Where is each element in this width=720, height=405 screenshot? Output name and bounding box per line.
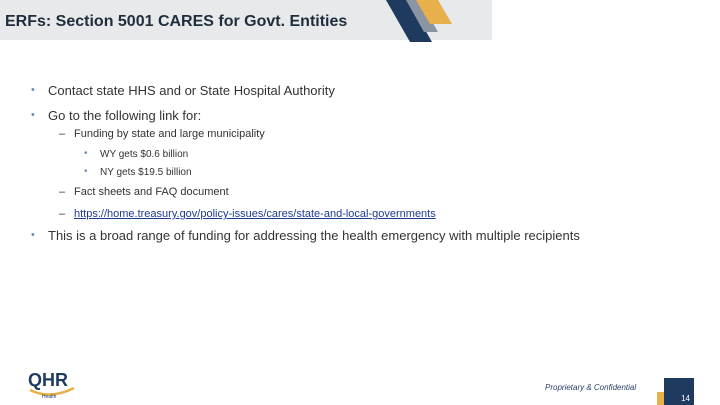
bullet-text: Go to the following link for: — [48, 108, 202, 123]
bullet-marker: • — [84, 148, 88, 159]
sub-bullet-text: Fact sheets and FAQ document — [74, 186, 229, 198]
confidential-label: Proprietary & Confidential — [545, 383, 637, 392]
bullet-marker: • — [31, 229, 35, 241]
bullet-text: Contact state HHS and or State Hospital Authority — [48, 83, 335, 98]
sub-bullet-text: Funding by state and large municipality — [74, 128, 265, 140]
bullet-marker: • — [84, 166, 88, 177]
bullet-marker: • — [31, 109, 35, 121]
svg-text:QHR: QHR — [28, 370, 68, 390]
dash-marker: – — [59, 186, 66, 198]
slide-title: ERFs: Section 5001 CARES for Govt. Entities — [5, 13, 348, 30]
bullet-marker: • — [31, 84, 35, 96]
qhr-logo — [28, 368, 88, 400]
header-decoration-icon — [376, 0, 486, 46]
svg-text:Health: Health — [42, 394, 57, 400]
page-number-box — [664, 378, 694, 405]
sub-sub-bullet-text: NY gets $19.5 billion — [100, 167, 192, 178]
page-number: 14 — [681, 394, 690, 403]
bullet-text: This is a broad range of funding for addressing the health emergency with multiple recipients — [48, 228, 580, 243]
dash-marker: – — [59, 208, 66, 220]
dash-marker: – — [59, 128, 66, 140]
sub-sub-bullet-text: WY gets $0.6 billion — [100, 149, 189, 160]
treasury-link[interactable]: https://home.treasury.gov/policy-issues/cares/state-and-local-governments — [74, 208, 436, 220]
